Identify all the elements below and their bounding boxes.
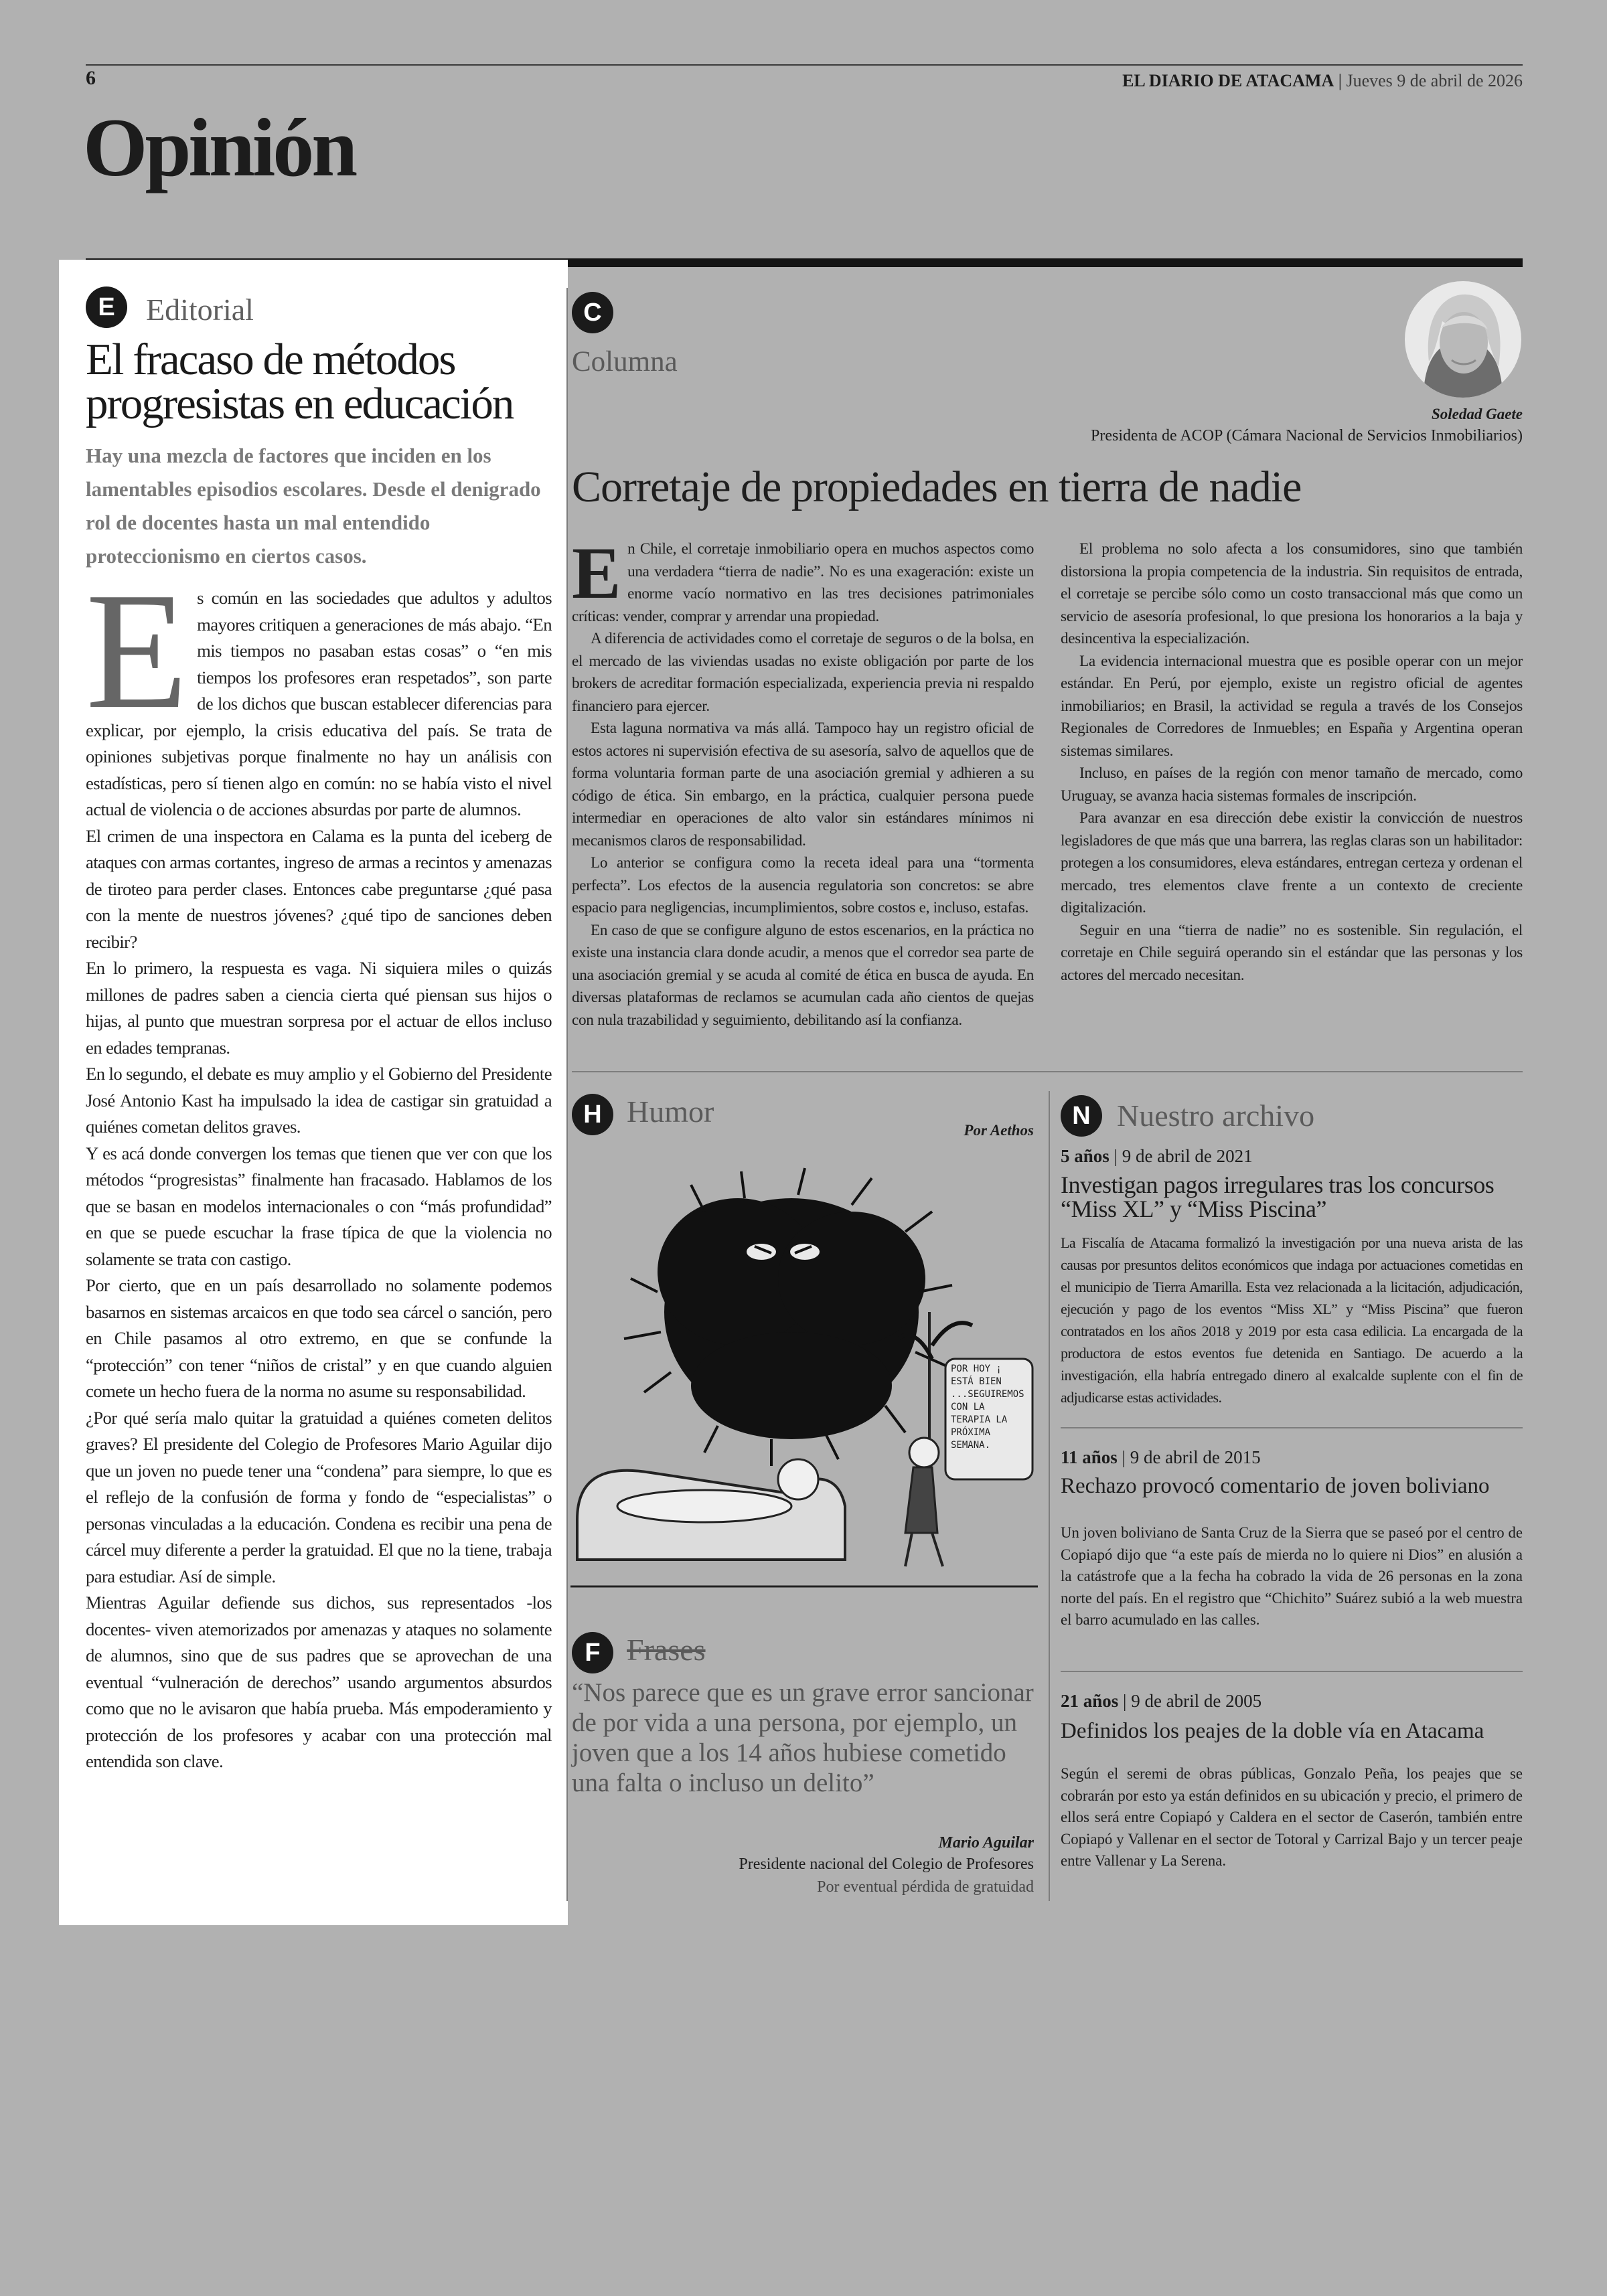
humor-byline: Por Aethos [964,1122,1034,1139]
page-number: 6 [86,67,96,89]
top-rule [86,64,1523,66]
editorial-paragraph: Por cierto, que en un país desarrollado no solamente podemos basarnos en sistemas arcaicos en que todo sea cárcel o sanción, pero en Chile pasamos al otro extremo, en que se confunde la “protección” con tener “niños de cristal” y en que cuando alguien comete un hecho fuera de la norma no asume su responsabilidad. [86,1275,552,1401]
archive-item-years: 11 años [1061,1447,1118,1467]
archive-item-headline: Rechazo provocó comentario de joven boliviano [1061,1474,1490,1498]
newspaper-name: EL DIARIO DE ATACAMA [1122,71,1334,90]
issue-date: Jueves 9 de abril de 2026 [1346,71,1523,90]
section-title: Opinión [83,102,356,193]
column-paragraph: En caso de que se configure alguno de estos escenarios, en la práctica no existe una instancia clara donde acudir, a menos que el corredor sea parte de una asociación gremial y se acuda al comité de ética en busca de ayuda. En diversas plataformas de reclamos se acumulan cada año cientos de quejas con nula trazabilidad y seguimiento, debilitando así la confianza. [572,921,1034,1029]
cartoon-speech-line: POR HOY ¡ [951,1364,1002,1374]
column-paragraph: Incluso, en países de la región con menor tamaño de mercado, como Uruguay, se avanza hacia sistemas formales de inscripción. [1061,764,1523,805]
humor-badge: H [572,1094,613,1135]
quote-author: Mario Aguilar [938,1834,1034,1852]
archive-rule [1061,1427,1523,1428]
author-photo-icon [1405,281,1521,398]
editorial-paragraph: Mientras Aguilar defiende sus dichos, sus representados -los docentes- viven atemorizados por amenazas y ataques no solamente de alumnos, sino que de sus padres que se aprovechan de una eventual “vulneración de derechos” usando argumentos absurdos como que no le avisaron que había prueba. Más empoderamiento y protección de los profesores y acabar con una protección mal entendida son clave. [86,1592,552,1771]
archive-item-headline: Investigan pagos irregulares tras los concursos “Miss XL” y “Miss Piscina” [1061,1171,1495,1222]
editorial-body [86,558,552,1775]
archive-item-years: 21 años [1061,1691,1119,1711]
column-paragraph: La evidencia internacional muestra que es posible operar con un mejor estándar. En Perú, por ejemplo, existe un registro oficial de agentes inmobiliarios; en Brasil, la actividad se regula a través de los Consejos Regionales de Corredores de Inmuebles; en España y Argentina operan sistemas similares. [1061,652,1523,760]
column-divider [566,288,568,1901]
archive-item-date: 9 de abril de 2005 [1131,1691,1262,1711]
quote-context: Por eventual pérdida de gratuidad [817,1878,1034,1896]
archive-label: Nuestro archivo [1117,1098,1315,1133]
column-author: Soledad Gaete [1431,406,1523,422]
archive-item-meta: 11 años | 9 de abril de 2015 [1061,1447,1261,1467]
column-paragraph: Esta laguna normativa va más allá. Tampoco hay un registro oficial de estos actores ni supervisión efectiva de su asesoría, salvo de aquellos que de forma voluntaria forman parte de una asociación gremial y adhieren a su código de ética. Sin embargo, en la práctica, cualquier persona puede intermediar en operaciones de alto valor sin estándares mínimos ni mecanismos claros de responsabilidad. [572,720,1034,849]
archive-badge: N [1061,1095,1102,1137]
column-body-right [1061,538,1523,987]
cartoon-speech-line: CON LA [951,1402,985,1412]
editorial-paragraph: En lo segundo, el debate es muy amplio y el Gobierno del Presidente José Antonio Kast ha impulsado la idea de castigar sin gratuidad a quiénes cometan delitos graves. [86,1064,552,1137]
column-body-left [572,532,1034,1032]
column-first-paragraph: n Chile, el corretaje inmobiliario opera en muchos aspectos como una verdadera “tierra de nadie”. No es una exageración: existe un enorme vacío normativo en las tres decisiones patrimoniales críticas: vender, comprar y arrendar una propiedad. [572,540,1034,625]
column-author-role: Presidenta de ACOP (Cámara Nacional de Servicios Inmobiliarios) [1091,427,1523,444]
humor-label: Humor [627,1094,714,1129]
column-title: Corretaje de propiedades en tierra de nadie [572,463,1302,511]
editorial-lead: Hay una mezcla de factores que inciden en los lamentables episodios escolares. Desde el denigrado rol de docentes hasta un mal entendido proteccionismo en ciertos casos. [86,444,541,568]
column-paragraph: Para avanzar en esa dirección debe existir la convicción de nuestros legisladores de que más que una barrera, las reglas claras son un habilitador: protegen a los consumidores, eleva estándares, entregan certeza y ordenan el mercado, tres elementos clave frente a un contexto de creciente digitalización. [1061,809,1523,916]
column-paragraph: El problema no solo afecta a los consumidores, sino que también distorsiona la propia competencia de la industria. Sin requisitos de entrada, el corretaje se percibe sólo como un costo transaccional más que como un servicio de asesoría profesional, lo que presiona los honorarios a la baja y desincentiva la especialización. [1061,540,1523,647]
archive-item-meta: 5 años | 9 de abril de 2021 [1061,1146,1253,1166]
archive-item-date: 9 de abril de 2015 [1130,1447,1261,1467]
cartoon-speech-line: TERAPIA LA [951,1414,1008,1425]
editorial-badge: E [86,286,127,328]
cartoon-speech-line: ESTÁ BIEN [951,1376,1002,1387]
masthead: EL DIARIO DE ATACAMA | Jueves 9 de abril de 2026 [1122,71,1523,90]
archive-item-headline: Definidos los peajes de la doble vía en Atacama [1061,1719,1484,1743]
editorial-paragraph: El crimen de una inspectora en Calama es la punta del iceberg de ataques con armas cortantes, ingreso de armas a recintos y amenazas de tiroteo para perder clases. Entonces cabe preguntarse ¿qué pasa con la mente de nuestros jóvenes? ¿qué tipo de sanciones deben recibir? [86,825,552,952]
editorial-title: El fracaso de métodos progresistas en educación [86,335,514,428]
author-avatar [1405,281,1521,398]
archive-item-body: La Fiscalía de Atacama formalizó la investigación por una nueva arista de las causas por presuntos delitos económicos que indaga por actuaciones cometidas en el municipio de Tierra Amarilla. Esta vez relacionada a la licitación, adjudicación, ejecución y pago de los eventos “Miss XL” y “Miss Piscina” que fueron contratados en los años 2018 y 2019 por esta casa edilicia. La encargada de la productora de estos eventos fue detenida en Santiago. De acuerdo a la investigación, ella habría entregado dinero al exalcalde suplente con el fin de adjudicarse estas actividades. [1061,1234,1523,1406]
editorial-first-paragraph: s común en las sociedades que adultos y adultos mayores critiquen a generaciones de más abajo. “En mis tiempos no pasaban estas cosas” o “en mis tiempos los profesores eran respetados”, son parte de los dichos que buscan establecer diferencias para explicar, por ejemplo, la crisis educativa del país. Se trata de opiniones subjetivas porque finalmente no hay un análisis con estadísticas, pero sí tienen algo en común: no se había visto el nivel actual de violencia o de acciones absurdas por parte de alumnos. [86,588,552,819]
archive-item-date: 9 de abril de 2021 [1122,1146,1253,1166]
column-bottom-rule [572,1071,1523,1072]
column-paragraph: A diferencia de actividades como el corretaje de seguros o de la bolsa, en el mercado de las viviendas usadas no existe obligación por parte de los brokers de acreditar formación especializada, experiencia previa ni respaldo financiero para ejercer. [572,630,1034,715]
column-paragraph: Lo anterior se configura como la receta ideal para una “tormenta perfecta”. Los efectos de la ausencia regulatoria son concretos: se abre espacio para negligencias, incumplimientos, sobre costos e, incluso, estafas. [572,854,1034,916]
column-paragraph: Seguir en una “tierra de nadie” no es sostenible. Sin regulación, el corretaje en Chile seguirá operando sin el estándar que las personas y los actores del mercado necesitan. [1061,921,1523,984]
editorial-dropcap: E [86,558,188,744]
editorial-paragraph: Y es acá donde convergen los temas que tienen que ver con que los métodos “progresistas” finalmente han fracasado. Hablamos de los que se basan en modelos internacionales o con “más profundidad” en que se puede escuchar la frase típica de que la violencia no solamente se trata con castigo. [86,1143,552,1269]
editorial-paragraph: ¿Por qué sería malo quitar la gratuidad a quiénes cometen delitos graves? El presidente del Colegio de Profesores Mario Aguilar dijo que un joven no puede tener una “condena” para siempre, lo que es el reflejo de la confusión de forma y fondo de “especialistas” o personas vinculadas a la educación. Condena es recibir una pena de cárcel muy diferente a perder la gratuidad. El que no la tiene, trabaja para estudiar. Así de simple. [86,1407,552,1586]
editorial-label: Editorial [146,293,254,327]
archive-divider [1049,1091,1050,1901]
quotes-badge: F [572,1632,613,1673]
column-badge: C [572,292,613,333]
quotes-label: Frases [627,1633,706,1667]
column-label: Columna [572,346,678,378]
quote-text: “Nos parece que es un grave error sancionar de por vida a una persona, por ejemplo, un joven que a los 14 años hubiese cometido una falta o incluso un delito” [572,1678,1034,1797]
column-dropcap: E [572,532,621,614]
cartoon-speech-line: SEMANA. [951,1440,991,1451]
editorial-paragraph: En lo primero, la respuesta es vaga. Ni siquiera miles o quizás millones de padres saben a ciencia cierta qué piensan sus hijos o hijas, al punto que muestran sorpresa por el actuar de ellos incluso en edades tempranas. [86,958,552,1058]
archive-item-years: 5 años [1061,1146,1109,1166]
cartoon-speech-line: PRÓXIMA [951,1427,991,1438]
cartoon-speech [951,1363,1038,1452]
archive-item-body: Un joven boliviano de Santa Cruz de la Sierra que se paseó por el centro de Copiapó dijo que “a este país de mierda no lo quiere ni Dios” en alusión a la catástrofe que a la fecha ha cobrado la vida de 26 personas en la zona norte del país. En el registro que “Chichito” Suárez subió a la web muestra el barro acumulado en las calles. [1061,1524,1523,1628]
archive-rule [1061,1671,1523,1672]
cartoon-speech-line: ...SEGUIREMOS [951,1389,1024,1400]
archive-item-body: Según el seremi de obras públicas, Gonzalo Peña, los peajes que se cobrarán por esto ya están definidos en su ubicación y precio, el primero de ellos será entre Copiapó y Caldera en el sector de Caserón, también entre Copiapó y Vallenar en el sector de Totoral y Carrizal Bajo y un tercer peaje entre Vallenar y La Serena. [1061,1765,1523,1869]
archive-item-meta: 21 años | 9 de abril de 2005 [1061,1691,1262,1711]
quote-author-role: Presidente nacional del Colegio de Profesores [739,1856,1034,1873]
